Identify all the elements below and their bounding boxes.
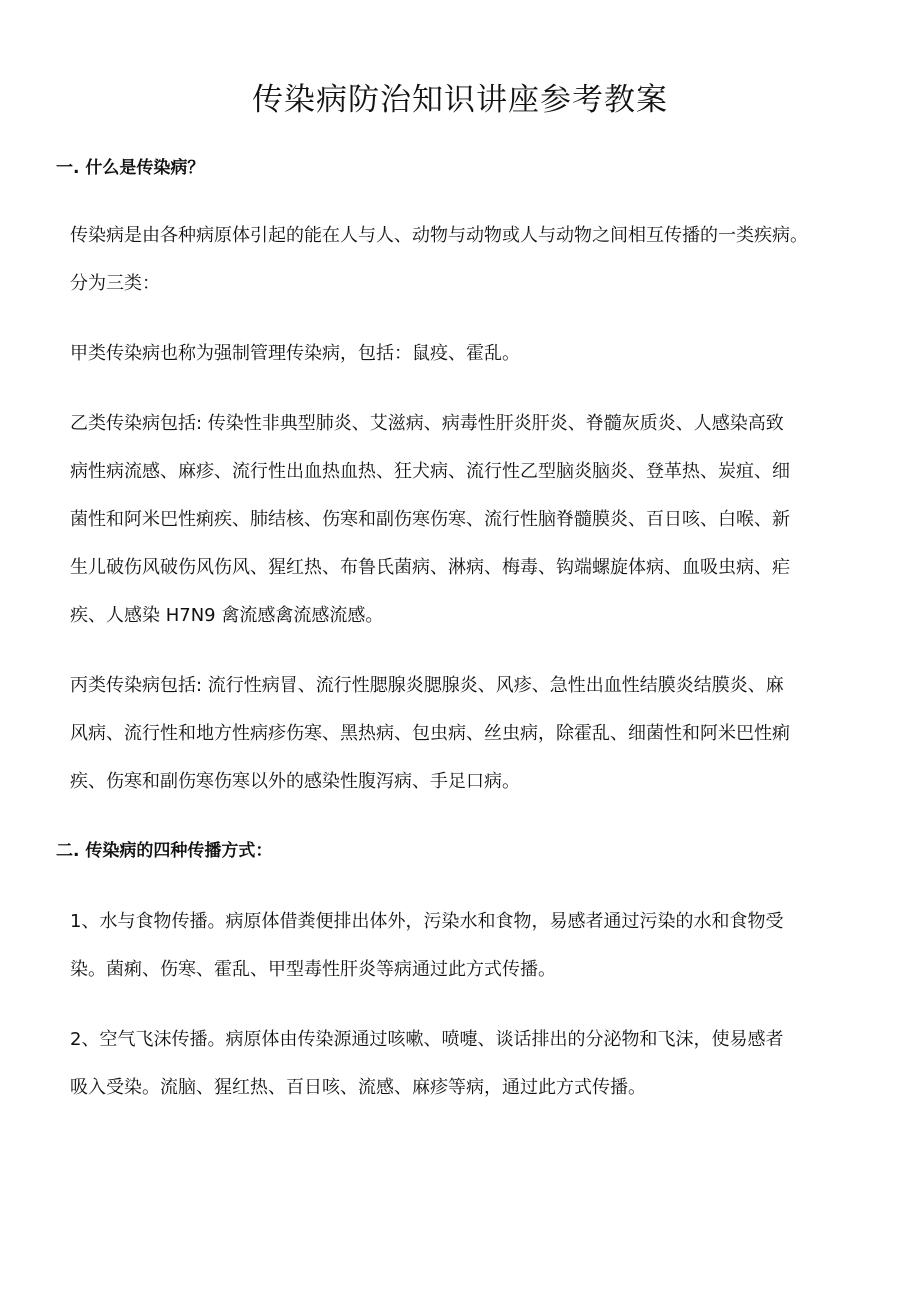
class-b-paragraph (70, 400, 878, 640)
transmission-line: 染。菌痢、伤寒、霍乱、甲型毒性肝炎等病通过此方式传播。 (70, 959, 556, 980)
class-b-line: 生儿破伤风破伤风伤风、猩红热、布鲁氏菌病、淋病、梅毒、钩端螺旋体病、血吸虫病、疟 (70, 557, 790, 578)
transmission-line: 吸入受染。流脑、猩红热、百日咳、流感、麻疹等病，通过此方式传播。 (70, 1077, 646, 1098)
class-b-line: 病性病流感、麻疹、流行性出血热血热、狂犬病、流行性乙型脑炎脑炎、登革热、炭疽、细 (70, 461, 790, 482)
class-a-line: 甲类传染病也称为强制管理传染病，包括：鼠疫、霍乱。 (70, 343, 520, 364)
class-c-line: 丙类传染病包括: 流行性病冒、流行性腮腺炎腮腺炎、风疹、急性出血性结膜炎结膜炎、麻 (70, 675, 784, 696)
transmission-line: 1、水与食物传播。病原体借粪便排出体外，污染水和食物，易感者通过污染的水和食物受 (70, 911, 784, 932)
document-title: 传染病防治知识讲座参考教案 (252, 82, 668, 118)
class-c-line: 疾、伤寒和副伤寒伤寒以外的感染性腹泻病、手足口病。 (70, 771, 520, 792)
transmission-item-water-food (70, 898, 878, 994)
class-b-line: 乙类传染病包括: 传染性非典型肺炎、艾滋病、病毒性肝炎肝炎、脊髓灰质炎、人感染高致 (70, 413, 784, 434)
class-b-line: 疾、人感染 H7N9 禽流感禽流感流感。 (70, 605, 384, 626)
class-c-line: 风病、流行性和地方性病疹伤寒、黑热病、包虫病、丝虫病，除霍乱、细菌性和阿米巴性痢 (70, 723, 790, 744)
class-a-paragraph (70, 330, 878, 378)
intro-line: 分为三类： (70, 273, 160, 294)
section-heading-transmission: 二. 传染病的四种传播方式： (56, 841, 273, 861)
transmission-line: 2、空气飞沫传播。病原体由传染源通过咳嗽、喷嚏、谈话排出的分泌物和飞沫，使易感者 (70, 1029, 784, 1050)
class-c-paragraph (70, 662, 878, 806)
transmission-item-airborne (70, 1016, 878, 1112)
class-b-line: 菌性和阿米巴性痢疾、肺结核、伤寒和副伤寒伤寒、流行性脑脊髓膜炎、百日咳、白喉、新 (70, 509, 790, 530)
intro-line: 传染病是由各种病原体引起的能在人与人、动物与动物或人与动物之间相互传播的一类疾病。 (70, 225, 808, 246)
intro-paragraph (70, 212, 878, 308)
section-heading-what-is: 一. 什么是传染病？ (56, 158, 205, 178)
